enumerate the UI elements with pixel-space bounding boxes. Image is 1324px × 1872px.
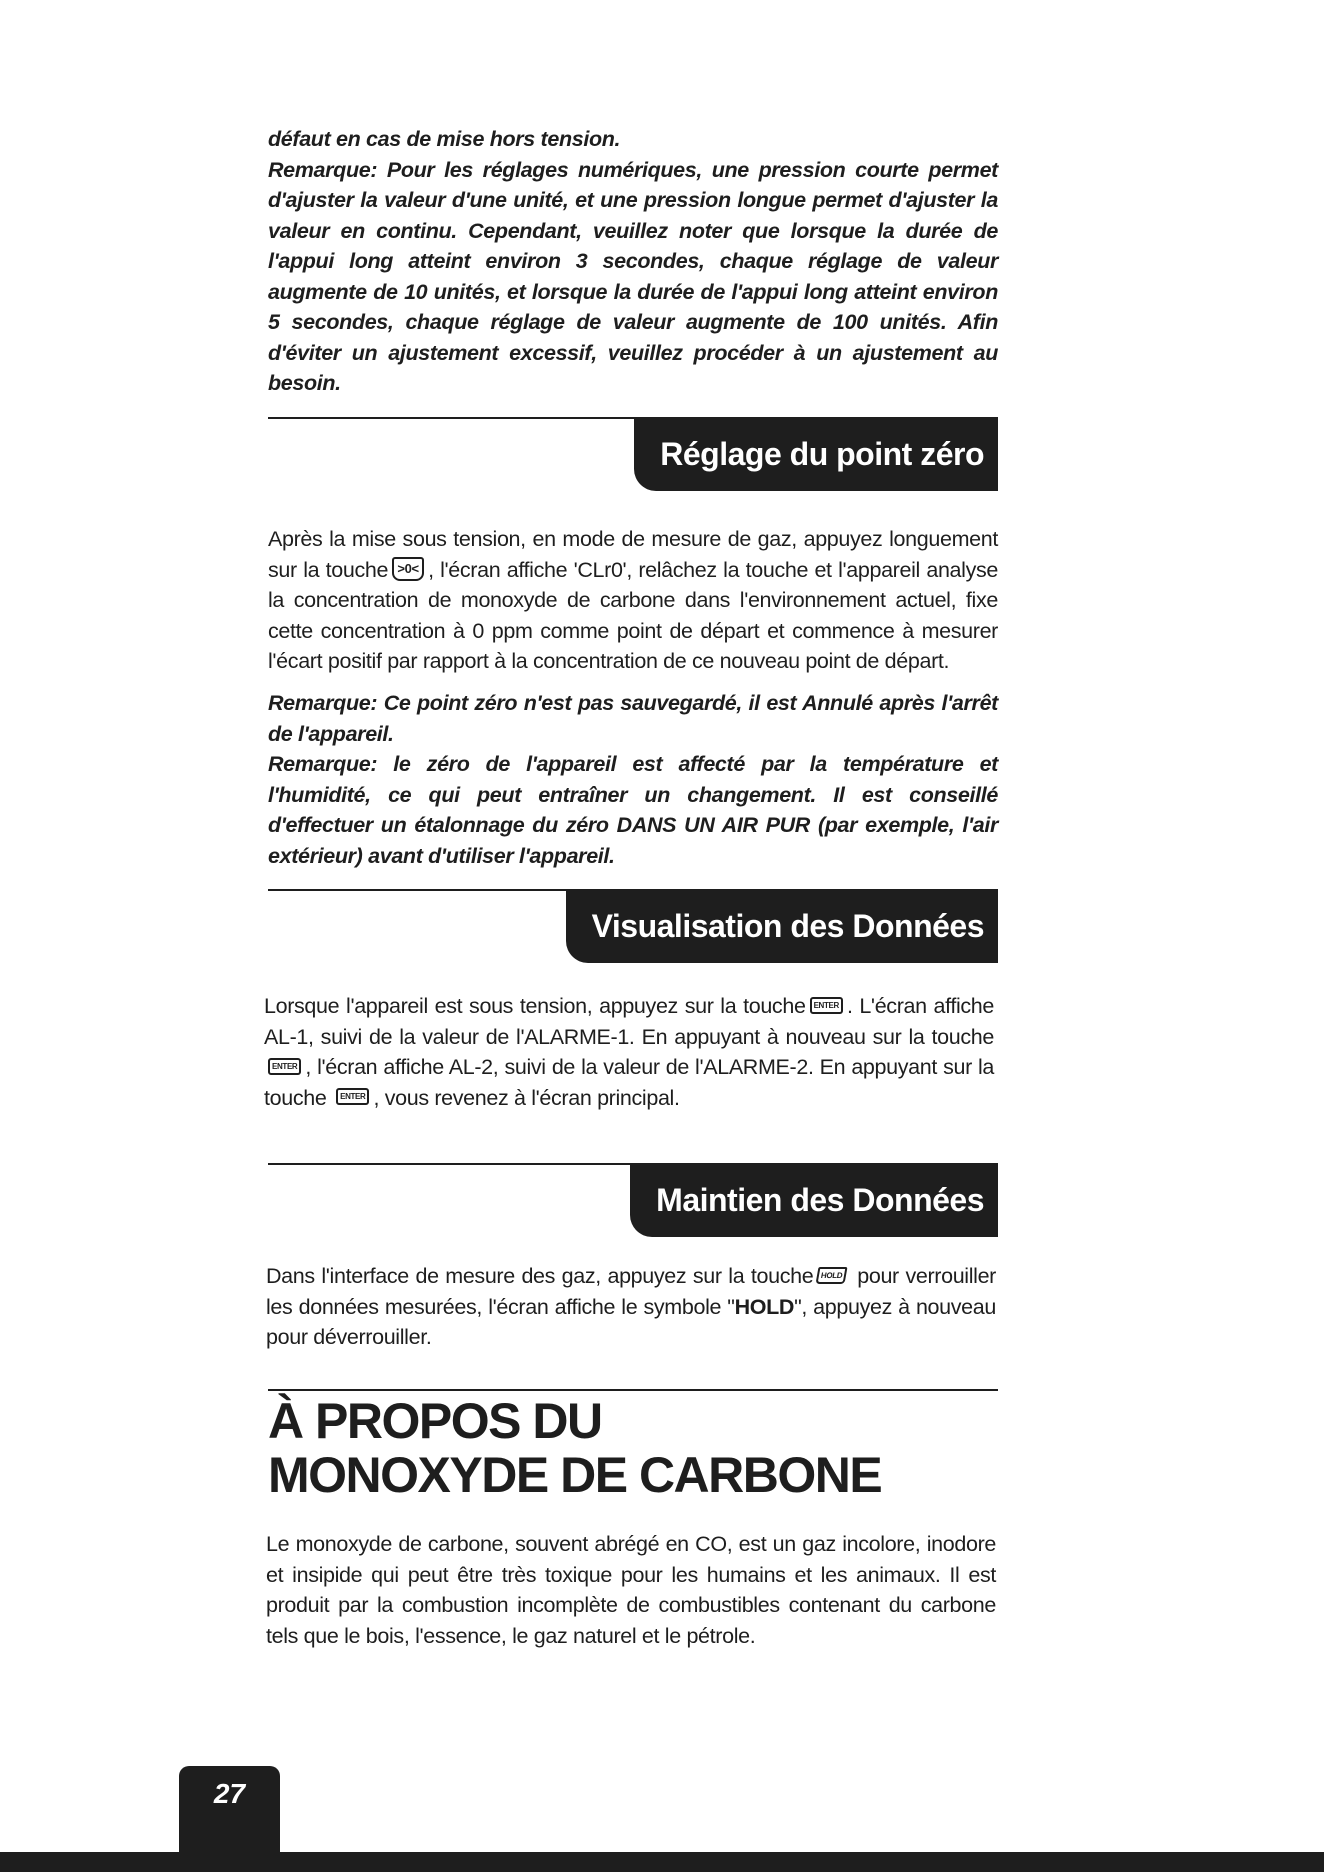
hold-text-3: ", appuyez à nouveau pour déverrouiller. xyxy=(266,1294,996,1349)
zero-body-paragraph xyxy=(268,524,998,677)
page-number-tab xyxy=(179,1766,280,1852)
page-number: 27 xyxy=(213,1778,246,1809)
intro-block xyxy=(268,124,998,399)
hold-key-icon: HOLD xyxy=(816,1267,848,1284)
view-body-paragraph xyxy=(264,991,994,1113)
view-section-header xyxy=(268,889,998,963)
co-section-rule xyxy=(268,1389,998,1391)
enter-key-icon: ENTER xyxy=(268,1058,301,1075)
intro-note: Remarque: Pour les réglages numériques, une pression courte permet d'ajuster la valeur d'une unité, et une pression longue permet d'ajuster la valeur en continu. Cependant, veuillez noter que lorsque la durée de l'appui long atteint environ 3 secondes, chaque réglage de valeur augmente de 10 unités, et lorsque la durée de l'appui long atteint environ 5 secondes, chaque réglage de valeur augmente de 100 unités. Afin d'éviter un ajustement excessif, veuillez procéder à un ajustement au besoin. xyxy=(268,157,998,395)
zero-body-text-2: , l'écran affiche 'CLr0', relâchez la touche et l'appareil analyse la concentration de monoxyde de carbone dans l'environnement actuel, fixe cette concentration à 0 ppm comme point de départ et commence à mesurer l'écart positif par rapport à la concentration de ce nouveau point de départ. xyxy=(268,557,998,673)
enter-key-icon: ENTER xyxy=(810,997,843,1014)
hold-text-1: Dans l'interface de mesure des gaz, appuyez sur la touche xyxy=(266,1264,814,1288)
view-section-heading: Visualisation des Données xyxy=(566,889,998,963)
zero-section-body xyxy=(268,524,998,677)
view-section-body xyxy=(264,991,994,1113)
zero-body-text-1: Après la mise sous tension, en mode de mesure de gaz, appuyez longuement sur la touche xyxy=(268,527,998,582)
co-title-line-1: À PROPOS DU xyxy=(268,1393,602,1449)
intro-default-line: défaut en cas de mise hors tension. xyxy=(268,127,621,151)
view-text-4: , vous revenez à l'écran principal. xyxy=(373,1085,680,1110)
zero-section-heading: Réglage du point zéro xyxy=(634,417,998,491)
enter-key-icon: ENTER xyxy=(336,1088,369,1105)
zero-note-1: Remarque: Ce point zéro n'est pas sauvegardé, il est Annulé après l'arrêt de l'appareil. xyxy=(268,691,998,746)
hold-section-body xyxy=(266,1261,996,1353)
footer-bar xyxy=(0,1852,1324,1872)
zero-section-notes xyxy=(268,688,998,871)
co-section-body xyxy=(266,1529,996,1651)
view-text-2: . L'écran affiche AL-1, suivi de la valeur de l'ALARME-1. En appuyant à nouveau sur la touche xyxy=(264,994,994,1049)
co-body-paragraph: Le monoxyde de carbone, souvent abrégé en CO, est un gaz incolore, inodore et insipide qui peut être très toxique pour les humains et les animaux. Il est produit par la combustion incomplète de combustibles contenant du carbone tels que le bois, l'essence, le gaz naturel et le pétrole. xyxy=(266,1532,996,1648)
hold-section-header xyxy=(268,1163,998,1237)
zero-key-icon: >0< xyxy=(392,557,424,581)
zero-note-2: Remarque: le zéro de l'appareil est affecté par la température et l'humidité, ce qui peut entraîner un changement. Il est conseillé d'effectuer un étalonnage du zéro DANS UN AIR PUR (par exemple, l'air extérieur) avant d'utiliser l'appareil. xyxy=(268,752,998,868)
view-text-3: , l'écran affiche AL-2, suivi de la valeur de l'ALARME-2. En appuyant sur la touche xyxy=(264,1055,994,1110)
co-section-title xyxy=(268,1394,998,1502)
hold-body-paragraph xyxy=(266,1261,996,1353)
hold-section-heading: Maintien des Données xyxy=(630,1163,998,1237)
view-text-1: Lorsque l'appareil est sous tension, appuyez sur la touche xyxy=(264,994,806,1018)
hold-symbol-word: HOLD xyxy=(734,1294,795,1319)
co-title-line-2: MONOXYDE DE CARBONE xyxy=(268,1447,882,1503)
zero-section-header xyxy=(268,417,998,491)
hold-text-2: pour verrouiller les données mesurées, l'écran affiche le symbole " xyxy=(266,1264,996,1319)
